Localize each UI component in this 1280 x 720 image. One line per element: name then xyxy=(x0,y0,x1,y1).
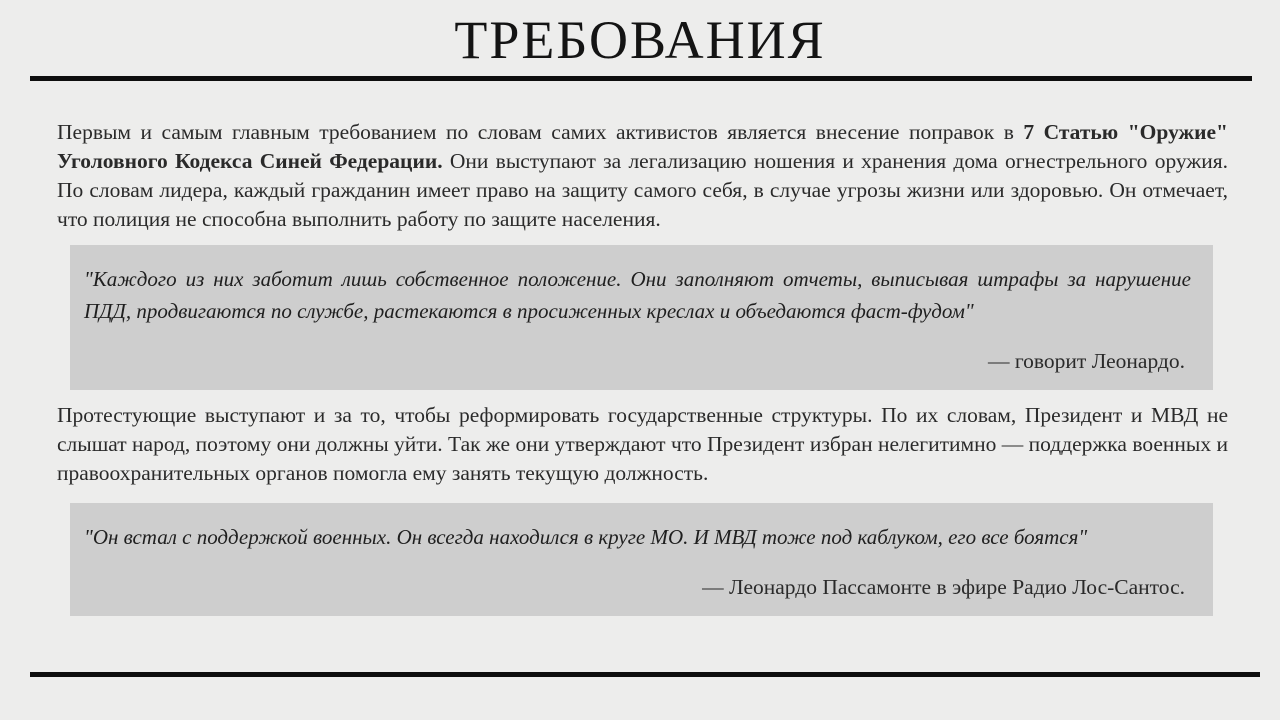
quote-block-1 xyxy=(70,245,1213,390)
quote-1-text: "Каждого из них заботит лишь собственное положение. Они заполняют отчеты, выписывая штрафы за нарушение ПДД, продвигаются по службе, растекаются в просиженных креслах и объедаются фаст-фудом" xyxy=(84,267,1191,323)
article-content xyxy=(57,118,1228,616)
quote-2-attribution: — Леонардо Пассамонте в эфире Радио Лос-Сантос. xyxy=(702,575,1185,599)
top-divider-rule xyxy=(30,76,1252,81)
page-title: ТРЕБОВАНИЯ xyxy=(454,10,826,70)
quote-1-attribution: — говорит Леонардо. xyxy=(988,349,1185,373)
paragraph-1-bold-law-reference: 7 Статью "Оружие" Уголовного Кодекса Синей Федерации. xyxy=(57,120,1228,173)
paragraph-1 xyxy=(57,118,1228,234)
paragraph-1-lead: Первым и самым главным требованием по словам самих активистов является внесение поправок в xyxy=(57,120,1024,144)
quote-block-2 xyxy=(70,503,1213,616)
bottom-divider-rule xyxy=(30,672,1260,677)
quote-2-text: "Он встал с поддержкой военных. Он всегда находился в круге МО. И МВД тоже под каблуком, его все боятся" xyxy=(84,525,1088,549)
paragraph-2: Протестующие выступают и за то, чтобы реформировать государственные структуры. По их словам, Президент и МВД не слышат народ, поэтому они должны уйти. Так же они утверждают что Президент избран нелегитимно — поддержка военных и правоохранительных органов помогла ему занять текущую должность. xyxy=(57,403,1228,485)
paragraph-1-rest: Они выступают за легализацию ношения и хранения дома огнестрельного оружия. По словам лидера, каждый гражданин имеет право на защиту самого себя, в случае угрозы жизни или здоровью. Он отмечает, что полиция не способна выполнить работу по защите населения. xyxy=(57,149,1229,231)
